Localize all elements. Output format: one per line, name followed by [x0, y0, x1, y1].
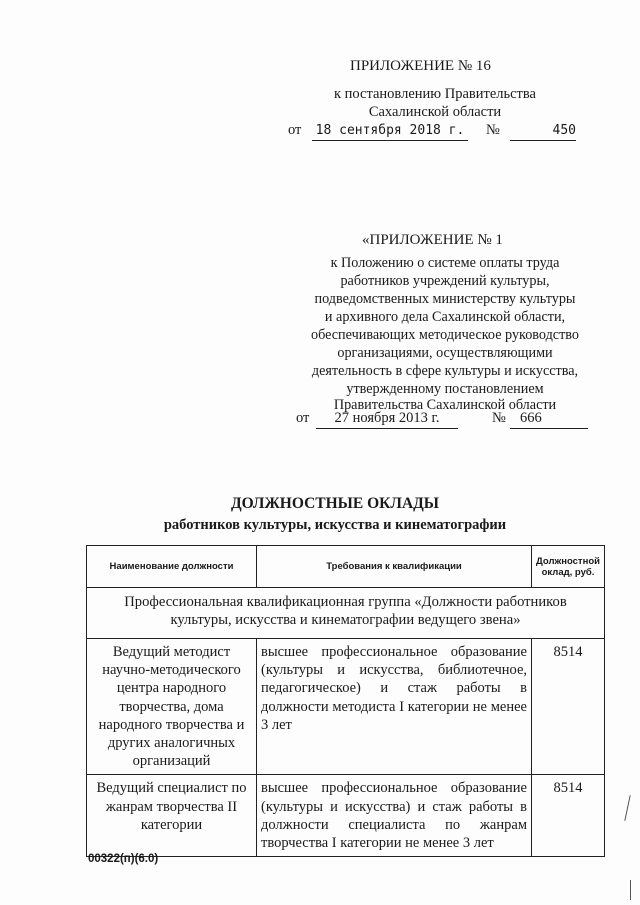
annex16-date: 18 сентября 2018 г. [312, 121, 468, 141]
annex1-title: «ПРИЛОЖЕНИЕ № 1 [362, 232, 503, 248]
scan-mark [630, 880, 631, 900]
annex1-line: и архивного дела Сахалинской области, [324, 309, 566, 325]
annex1-line: организациями, осуществляющими [337, 345, 553, 361]
salary-cell: 8514 [532, 639, 605, 775]
position-cell: Ведущий методист научно-методического центра народного творчества, дома народного творчества и других аналогичных организаций [87, 639, 257, 775]
group-label: Профессиональная квалификационная группа «Должности работников культуры, искусства и кинематографии ведущего звена» [87, 588, 605, 639]
annex1-date-row [296, 409, 596, 429]
annex1-line: обеспечивающих методическое руководство [310, 327, 579, 343]
annex1-date-prefix: от [296, 410, 310, 426]
annex1-line: деятельность в сфере культуры и искусства, [311, 363, 579, 379]
salary-table [86, 545, 605, 857]
annex16-line2: Сахалинской области [368, 104, 502, 120]
footer-code: 00322(п)(6.0) [88, 853, 159, 865]
annex16-line1: к постановлению Правительства [334, 86, 536, 102]
requirements-cell: высшее профессиональное образование (культуры и искусства, библиотечное, педагогическое) и стаж работы в должности методиста I категории не менее 3 лет [257, 639, 532, 775]
annex16-number-prefix: № [486, 122, 500, 138]
annex1-date: 27 ноября 2013 г. [316, 409, 458, 429]
annex16-title: ПРИЛОЖЕНИЕ № 16 [350, 58, 491, 74]
annex1-line: Правительства Сахалинской области [333, 397, 557, 413]
group-row [87, 588, 605, 639]
scan-mark [624, 795, 630, 821]
annex1-line: утвержденному постановлением [346, 381, 544, 397]
table-row [87, 639, 605, 775]
header-requirements: Требования к квалификации [257, 546, 532, 588]
requirements-cell: высшее профессиональное образование (культуры и искусства) и стаж работы в должности специалиста по жанрам творчества I категории не менее 3 лет [257, 775, 532, 857]
annex1-number: 666 [510, 409, 588, 429]
annex16-date-prefix: от [288, 122, 302, 138]
table-header-row [87, 546, 605, 588]
document-title: ДОЛЖНОСТНЫЕ ОКЛАДЫ [230, 495, 440, 512]
salary-cell: 8514 [532, 775, 605, 857]
annex1-line: подведомственных министерству культуры [314, 291, 576, 307]
annex16-date-row [288, 121, 588, 141]
annex1-line: к Положению о системе оплаты труда [330, 255, 560, 271]
position-cell: Ведущий специалист по жанрам творчества II категории [87, 775, 257, 857]
document-subtitle: работников культуры, искусства и кинематографии [163, 517, 507, 533]
annex1-number-prefix: № [492, 410, 506, 426]
annex16-number: 450 [510, 121, 576, 141]
annex1-line: работников учреждений культуры, [340, 273, 550, 289]
header-salary: Должностной оклад, руб. [532, 546, 605, 588]
table-row [87, 775, 605, 857]
header-position: Наименование должности [87, 546, 257, 588]
